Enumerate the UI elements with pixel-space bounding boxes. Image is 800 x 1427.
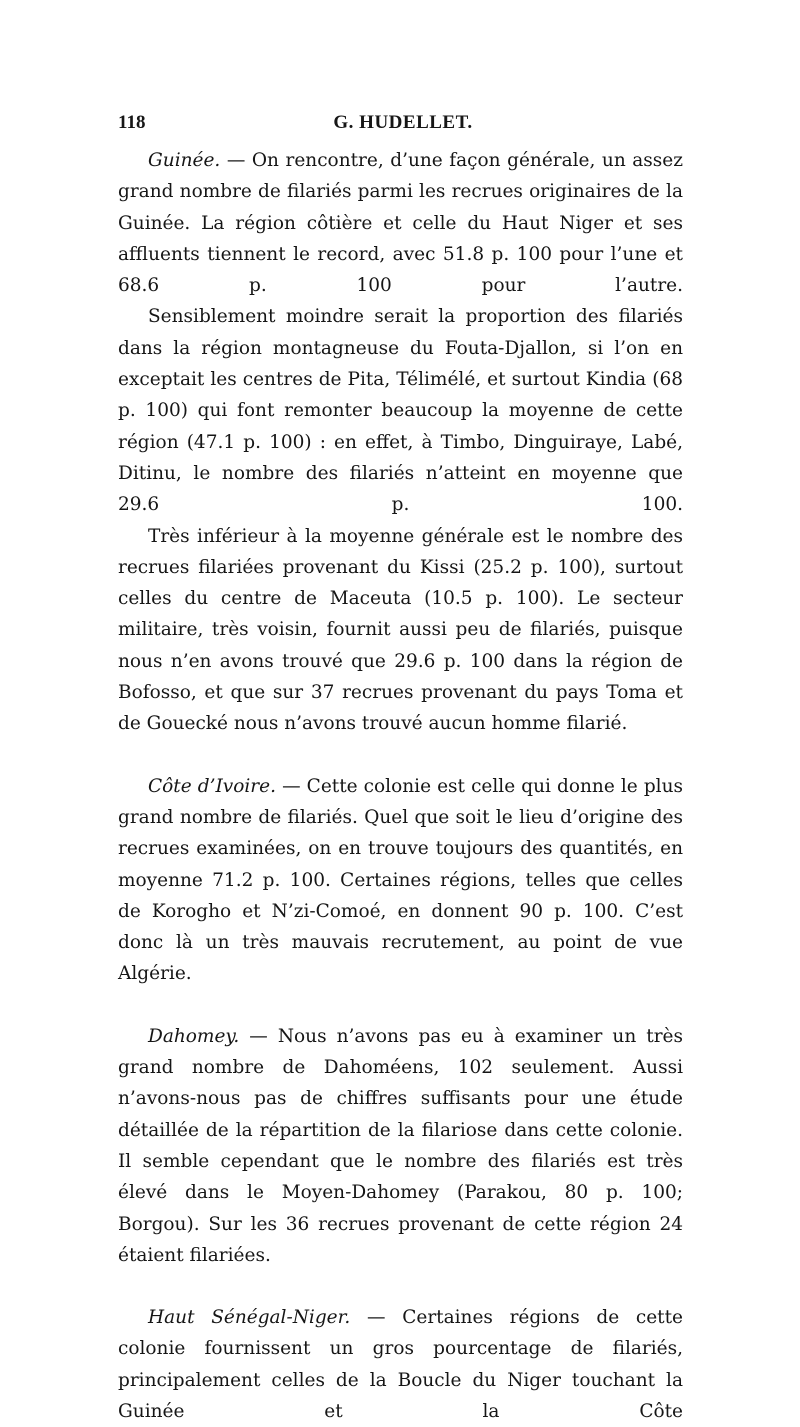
paragraph-text: — Certaines régions de cette colonie fournissent un gros pourcentage de filariés, principalement celles de la Boucle du Niger touchant la Guinée et la Côte [118,1307,683,1422]
section-guinee [118,145,683,740]
section-haut-senegal-niger [118,1302,683,1427]
paragraph [118,1302,683,1427]
section-heading: Dahomey. [148,1025,240,1047]
running-head: G. HUDELLET. [333,112,473,133]
paragraph-text: — Cette colonie est celle qui donne le plus grand nombre de filariés. Quel que soit le lieu d’origine des recrues examinées, on en trouve toujours des quantités, en moyenne 71.2 p. 100. Certaines régions, telles que celles de Korogho et N’zi-Comoé, en donnent 90 p. 100. C’est donc là un très mauvais recrutement, au point de vue Algérie. [118,775,683,985]
paragraph-text: — Nous n’avons pas eu à examiner un très grand nombre de Dahoméens, 102 seulement. Aussi n’avons-nous pas de chiffres suffisants pour une étude détaillée de la répartition de la filariose dans cette colonie. Il semble cependant que le nombre des filariés est très élevé dans le Moyen-Dahomey (Parakou, 80 p. 100; Borgou). Sur les 36 recrues provenant de cette région 24 étaient filariées. [118,1025,683,1266]
page-number: 118 [118,112,146,133]
section-heading: Guinée. [148,150,221,171]
paragraph-text: — On rencontre, d’une façon générale, un assez grand nombre de filariés parmi les recrues originaires de la Guinée. La région côtière et celle du Haut Niger et ses affluents tiennent le record, avec 51.8 p. 100 pour l’une et 68.6 p. 100 pour l’autre. [118,150,683,297]
paragraph: Sensiblement moindre serait la proportion des filariés dans la région montagneuse du Fouta-Djallon, si l’on en exceptait les centres de Pita, Télimélé, et surtout Kindia (68 p. 100) qui font remonter beaucoup la moyenne de cette région (47.1 p. 100) : en effet, à Timbo, Dinguiraye, Labé, Ditinu, le nombre des filariés n’atteint en moyenne que 29.6 p. 100. [118,306,683,516]
paragraph [118,771,683,990]
page-header [118,112,688,140]
paragraph: Très inférieur à la moyenne générale est le nombre des recrues filariées provenant du Kissi (25.2 p. 100), surtout celles du centre de Maceuta (10.5 p. 100). Le secteur militaire, très voisin, fournit aussi peu de filariés, puisque nous n’en avons trouvé que 29.6 p. 100 dans la région de Bofosso, et que sur 37 recrues provenant du pays Toma et de Gouecké nous n’avons trouvé aucun homme filarié. [118,525,683,735]
section-cote-divoire [118,771,683,990]
section-heading: Côte d’Ivoire. [148,775,276,797]
section-heading: Haut Sénégal-Niger. [148,1307,351,1329]
section-dahomey [118,1021,683,1271]
page-body [118,145,683,1427]
paragraph [118,1021,683,1271]
paragraph [118,145,683,301]
